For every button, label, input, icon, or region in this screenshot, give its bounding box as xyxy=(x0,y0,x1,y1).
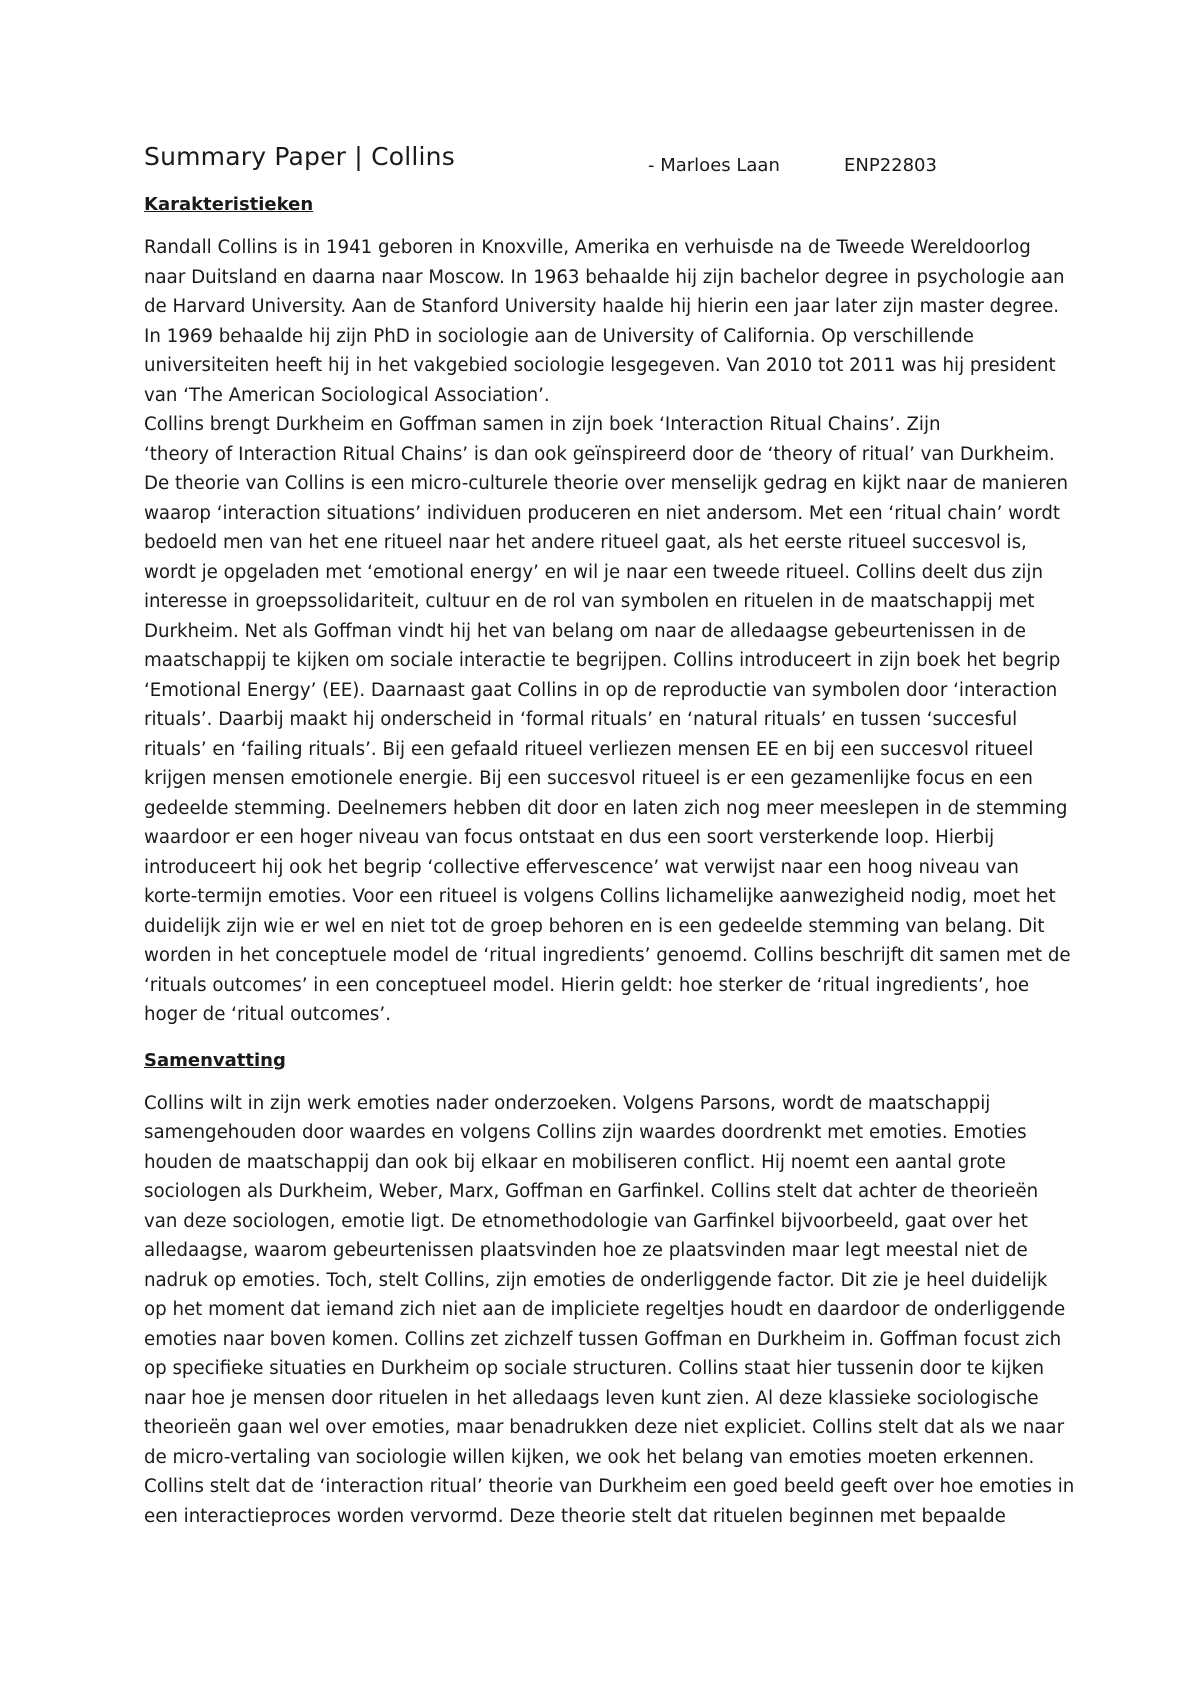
document-page xyxy=(144,140,1075,1531)
text-line: naar Duitsland en daarna naar Moscow. In 1963 behaalde hij zijn bachelor degree in psychologie aan xyxy=(144,266,1065,288)
text-line: Durkheim. Net als Goffman vindt hij het van belang om naar de alledaagse gebeurtenissen in de xyxy=(144,620,1026,642)
text-line: sociologen als Durkheim, Weber, Marx, Goffman en Garfinkel. Collins stelt dat achter de theorieën xyxy=(144,1181,1039,1202)
text-line: samengehouden door waardes en volgens Collins zijn waardes doordrenkt met emoties. Emoties xyxy=(144,1122,1027,1143)
text-line: op het moment dat iemand zich niet aan de impliciete regeltjes houdt en daardoor de onderliggende xyxy=(144,1299,1066,1320)
text-line: bedoeld men van het ene ritueel naar het andere ritueel gaat, als het eerste ritueel succesvol is, xyxy=(144,532,1027,553)
text-line: houden de maatschappij dan ook bij elkaar en mobiliseren conflict. Hij noemt een aantal grote xyxy=(144,1151,1006,1173)
author-name: - Marloes Laan xyxy=(648,155,780,176)
text-line: Randall Collins is in 1941 geboren in Knoxville, Amerika en verhuisde na de Tweede Wereldoorlog xyxy=(144,237,1031,258)
characteristics-paragraph xyxy=(144,233,1071,1030)
text-line: ‘theory of Interaction Ritual Chains’ is dan ook geïnspireerd door de ‘theory of ritual’ van Durkheim. xyxy=(144,443,1055,465)
text-line: van deze sociologen, emotie ligt. De etnomethodologie van Garfinkel bijvoorbeeld, gaat over het xyxy=(144,1210,1028,1232)
text-line: gedeelde stemming. Deelnemers hebben dit door en laten zich nog meer meeslepen in de stemming xyxy=(144,797,1068,819)
text-line: worden in het conceptuele model de ‘ritual ingredients’ genoemd. Collins beschrijft dit samen met de xyxy=(144,945,1071,966)
text-line: In 1969 behaalde hij zijn PhD in sociologie aan de University of California. Op verschillende xyxy=(144,325,974,347)
text-line: waarop ‘interaction situations’ individuen produceren en niet andersom. Met een ‘ritual chain’ wordt xyxy=(144,502,1061,524)
text-line: rituals’ en ‘failing rituals’. Bij een gefaald ritueel verliezen mensen EE en bij een succesvol ritueel xyxy=(144,738,1034,760)
text-line: de Harvard University. Aan de Stanford University haalde hij hierin een jaar later zijn master degree. xyxy=(144,296,1060,317)
section-heading-characteristics: Karakteristieken xyxy=(144,194,314,215)
text-line: alledaagse, waarom gebeurtenissen plaatsvinden hoe ze plaatsvinden maar legt meestal niet de xyxy=(144,1240,1028,1261)
document-title: Summary Paper | Collins xyxy=(144,142,455,171)
text-line: Collins wilt in zijn werk emoties nader onderzoeken. Volgens Parsons, wordt de maatschappij xyxy=(144,1092,991,1114)
text-line: de micro-vertaling van sociologie willen kijken, we ook het belang van emoties moeten erkennen. xyxy=(144,1446,1035,1468)
text-line: op specifieke situaties en Durkheim op sociale structuren. Collins staat hier tussenin door te kijken xyxy=(144,1358,1045,1379)
text-line: van ‘The American Sociological Association’. xyxy=(144,384,550,406)
text-line: naar hoe je mensen door rituelen in het alledaags leven kunt zien. Al deze klassieke sociologische xyxy=(144,1387,1039,1409)
text-line: krijgen mensen emotionele energie. Bij een succesvol ritueel is er een gezamenlijke focus en een xyxy=(144,768,1033,789)
text-line: duidelijk zijn wie er wel en niet tot de groep behoren en is een gedeelde stemming van belang. Dit xyxy=(144,915,1045,937)
text-line: nadruk op emoties. Toch, stelt Collins, zijn emoties de onderliggende factor. Dit zie je heel duidelijk xyxy=(144,1269,1048,1291)
text-line: ‘rituals outcomes’ in een conceptueel model. Hierin geldt: hoe sterker de ‘ritual ingredients’, hoe xyxy=(144,974,1030,996)
text-line: emoties naar boven komen. Collins zet zichzelf tussen Goffman en Durkheim in. Goffman focust zich xyxy=(144,1328,1062,1350)
text-line: introduceert hij ook het begrip ‘collective effervescence’ wat verwijst naar een hoog niveau van xyxy=(144,856,1019,878)
summary-paragraph xyxy=(144,1089,1075,1532)
text-line: universiteiten heeft hij in het vakgebied sociologie lesgegeven. Van 2010 tot 2011 was hij president xyxy=(144,355,1056,376)
text-line: rituals’. Daarbij maakt hij onderscheid in ‘formal rituals’ en ‘natural rituals’ en tussen ‘succesful xyxy=(144,709,1018,730)
text-line: Collins stelt dat de ‘interaction ritual’ theorie van Durkheim een goed beeld geeft over hoe emoties in xyxy=(144,1476,1075,1497)
text-line: waardoor er een hoger niveau van focus ontstaat en dus een soort versterkende loop. Hierbij xyxy=(144,827,995,848)
text-line: interesse in groepssolidariteit, cultuur en de rol van symbolen en rituelen in de maatschappij met xyxy=(144,591,1035,612)
section-heading-summary: Samenvatting xyxy=(144,1049,286,1071)
text-line: Collins brengt Durkheim en Goffman samen in zijn boek ‘Interaction Ritual Chains’. Zijn xyxy=(144,414,941,435)
text-line: hoger de ‘ritual outcomes’. xyxy=(144,1004,391,1025)
text-line: theorieën gaan wel over emoties, maar benadrukken deze niet expliciet. Collins stelt dat als we naar xyxy=(144,1417,1065,1438)
document-header xyxy=(144,140,1064,188)
text-line: maatschappij te kijken om sociale interactie te begrijpen. Collins introduceert in zijn boek het begrip xyxy=(144,650,1061,671)
text-line: een interactieproces worden vervormd. Deze theorie stelt dat rituelen beginnen met bepaalde xyxy=(144,1505,1006,1527)
text-line: ‘Emotional Energy’ (EE). Daarnaast gaat Collins in op de reproductie van symbolen door ‘interaction xyxy=(144,679,1058,701)
text-line: wordt je opgeladen met ‘emotional energy’ en wil je naar een tweede ritueel. Collins deelt dus zijn xyxy=(144,561,1043,583)
text-line: korte-termijn emoties. Voor een ritueel is volgens Collins lichamelijke aanwezigheid nodig, moet het xyxy=(144,886,1056,907)
student-id: ENP22803 xyxy=(844,155,937,176)
text-line: De theorie van Collins is een micro-culturele theorie over menselijk gedrag en kijkt naar de manieren xyxy=(144,473,1069,494)
